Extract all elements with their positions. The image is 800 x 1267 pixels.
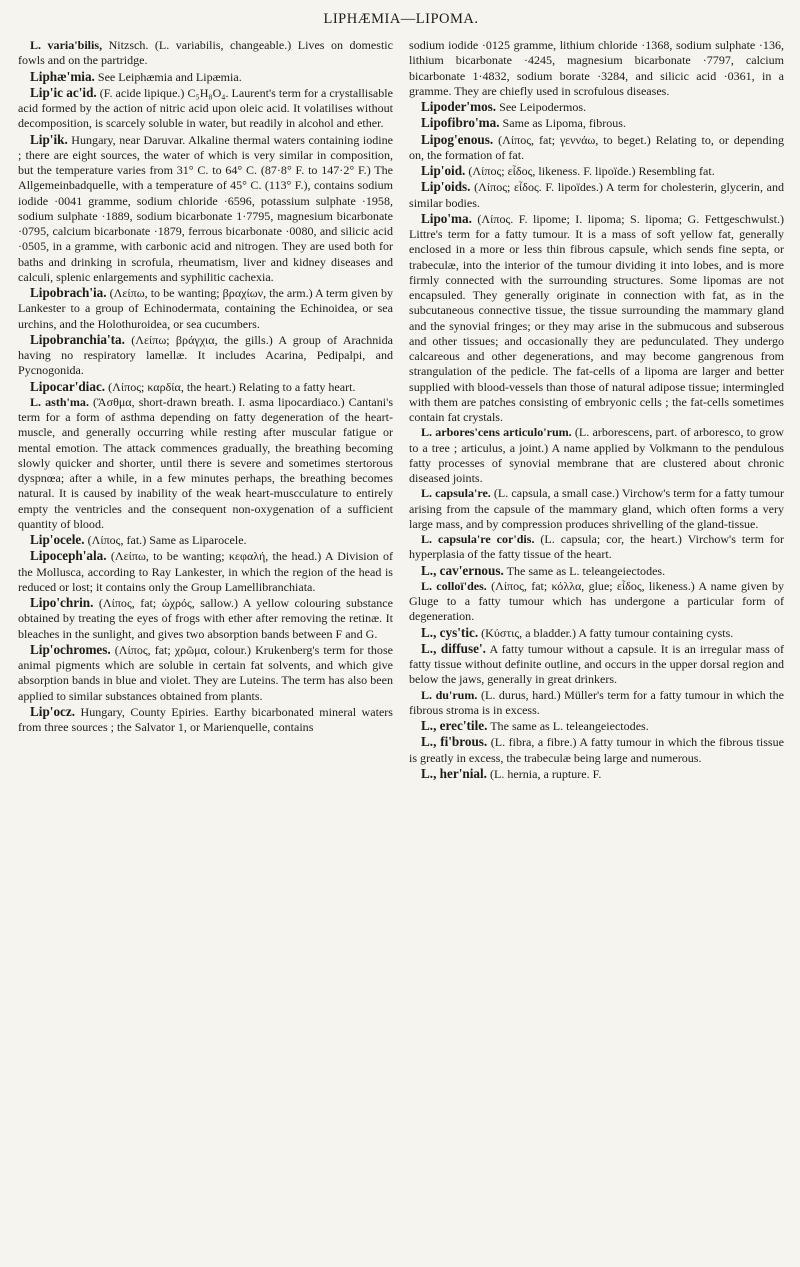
- entry-headword: L. asth'ma.: [30, 394, 89, 409]
- entry-definition: (Λίπος, fat; γεννάω, to beget.) Relating to, or depending on, the formation of fat.: [409, 132, 784, 162]
- dictionary-entry: [18, 642, 393, 704]
- entry-headword: L., cav'ernous.: [421, 562, 504, 578]
- entry-headword: Lipo'ma.: [421, 210, 472, 226]
- entry-definition: (L. arborescens, part. of arboresco, to grow to a tree ; articulus, a joint.) A name applied by Volkmann to the pendulous fatty processes of synovial membrane that are clustered about chronic diseased joints.: [409, 425, 784, 485]
- entry-definition: The same as L. teleangeiectodes.: [487, 719, 649, 733]
- entry-definition: sodium iodide ·0125 gramme, lithium chloride ·1368, sodium sulphate ·136, lithium bicarbonate ·4245, magnesium bicarbonate ·7797, calcium bicarbonate 1·4832, sodium borate ·3284, and silicic acid ·0361, in a gramme. They are chiefly used in scrofulous diseases.: [409, 38, 784, 98]
- entry-definition: (L. durus, hard.) Müller's term for a fatty tumour in which the fibrous stroma is in excess.: [409, 687, 784, 717]
- running-head: LIPHÆMIA—LIPOMA.: [323, 11, 479, 27]
- dictionary-entry: [18, 595, 393, 642]
- dictionary-entry: [409, 563, 784, 579]
- entry-headword: L., her'nial.: [421, 765, 487, 781]
- entry-headword: Lip'ocele.: [30, 532, 85, 547]
- entry-definition: (Λείπω, to be wanting; κεφαλή, the head.) A Division of the Mollusca, according to Ray Lankester, in which the region of the head is reduced or lost; it contains only the Group Lamellibranchiata.: [18, 549, 393, 594]
- entry-headword: L. capsula're cor'dis.: [421, 532, 535, 546]
- entry-headword: Lip'ik.: [30, 131, 68, 147]
- entry-headword: Lipo'chrin.: [30, 595, 94, 610]
- dictionary-entry: [18, 132, 393, 286]
- dictionary-entry: [409, 766, 784, 782]
- entry-definition: (F. acide lipique.) C₅H₈O₄. Laurent's term for a crystallisable acid formed by the action of nitric acid upon oleic acid. It volatilises without decomposition, is scarcely soluble in water, but readily in alcohol and ether.: [18, 85, 393, 131]
- entry-headword: L. colloï'des.: [421, 578, 487, 593]
- dictionary-entry: [18, 532, 393, 548]
- entry-headword: L. varia'bilis,: [30, 38, 103, 52]
- entry-headword: Lipoder'mos.: [421, 99, 497, 114]
- right-column: [409, 38, 784, 782]
- dictionary-entry: [409, 99, 784, 115]
- entry-headword: L. arbores'cens articulo'rum.: [421, 425, 572, 440]
- left-column: [18, 38, 393, 782]
- dictionary-entry: [409, 211, 784, 426]
- entry-definition: (L. capsula; cor, the heart.) Virchow's term for hyperplasia of the fatty tissue of the heart.: [409, 532, 784, 562]
- entry-definition: (Λίπος, fat; κόλλα, glue; εἶδος, likeness.) A name given by Gluge to a fatty tumour which has undergone a particular form of degeneration.: [409, 578, 784, 624]
- columns: [18, 38, 784, 782]
- entry-headword: Lipocar'diac.: [30, 378, 106, 394]
- dictionary-entry: [18, 704, 393, 736]
- dictionary-entry: [18, 379, 393, 395]
- entry-definition: (Ἄσθμα, short-drawn breath. I. asma lipocardiaco.) Cantani's term for a form of asthma depending on fatty degeneration of the heart-muscle, and generally occurring while resting after muscular fatigue or mental emotion. The attack commences gradually, the breathing becoming slowly quicker and shorter, until there is severe and sometimes stertorous dyspnœa; after a while, in a few minutes perhaps, the breathing becomes natural. It is caused by inability of the weak heart-muscculature to entirely empty the ventricles and the consequent non-oxygenation of a sufficient quantity of blood.: [18, 394, 394, 531]
- dictionary-entry: [409, 579, 784, 625]
- entry-definition: The same as L. teleangeiectodes.: [503, 563, 666, 578]
- entry-headword: Lipofibro'ma.: [421, 115, 500, 131]
- entry-headword: Lipoceph'ala.: [30, 548, 107, 564]
- dictionary-entry: [409, 115, 784, 131]
- entry-headword: L., erec'tile.: [421, 718, 488, 733]
- entry-definition: (Λείπω; βράγχια, the gills.) A group of Arachnida having no respiratory lamellæ. It includes Acarina, Pedipalpi, and Pycnogonida.: [18, 332, 393, 378]
- entry-headword: Lipobranchia'ta.: [30, 331, 125, 347]
- dictionary-entry: [409, 38, 784, 99]
- entry-headword: Liphæ'mia.: [30, 68, 95, 84]
- entry-definition: Nitzsch. (L. variabilis, changeable.) Lives on domestic fowls and on the partridge.: [18, 38, 393, 68]
- entry-definition: See Leiphæmia and Lipæmia.: [94, 69, 242, 84]
- dictionary-entry: [18, 332, 393, 379]
- dictionary-entry: [409, 179, 784, 211]
- entry-headword: L. capsula're.: [421, 486, 491, 501]
- entry-definition: (Λίπος. F. lipome; I. lipoma; S. lipoma; G. Fettgeschwulst.) Littre's term for a fatty tumour. It is a mass of soft yellow fat, generally enclosed in a more or less thin fibrous capsule, which sends fine septa, or trabeculæ, into the interior of the tumour dividing it into lobes, and is more firmly connected with the surrounding structures. Some lipomas are not encapsuled. They generally originate in connection with fat, as in the subcutaneous connective tissue, the tissue surrounding the mammary gland and the synovial fringes; or they may arise in the submucous and subserous and other tissues; and occasionally they are pedunculated. They undergo calcareous and other degenerations, and may become gangrenous from strangulation of the pedicle. The fat-cells of a lipoma are larger and better supplied with blood-vessels than those of natural adipose tissue; intermingled with them are patches consisting of embryonic cells ; the fat-cells sometimes contain fat crystals.: [409, 211, 784, 424]
- entry-headword: Lip'ocz.: [30, 703, 76, 719]
- entry-definition: (Λίπος, fat; χρῶμα, colour.) Krukenberg's term for those animal pigments which are soluble in certain fat solvents, and which give absorption bands in blue and violet. They are Luteins. The term has also been applied to similar substances obtained from plants.: [18, 642, 393, 703]
- dictionary-entry: [18, 395, 393, 532]
- dictionary-entry: [409, 532, 784, 563]
- entry-headword: Lipobrach'ia.: [30, 285, 107, 300]
- entry-headword: Lip'oids.: [421, 179, 471, 195]
- dictionary-entry: [409, 486, 784, 532]
- entry-definition: Hungary, County Epiries. Earthy bicarbonated mineral waters from three sources ; the Salvator 1, or Marienquelle, contains: [18, 704, 393, 734]
- dictionary-entry: [18, 285, 393, 332]
- dictionary-entry: [18, 85, 393, 132]
- entry-headword: Lip'ic ac'id.: [30, 84, 97, 100]
- dictionary-entry: [409, 625, 784, 641]
- dictionary-entry: [409, 641, 784, 688]
- dictionary-entry: [409, 425, 784, 486]
- dictionary-entry: [409, 688, 784, 719]
- entry-headword: Lip'oid.: [421, 163, 466, 178]
- entry-definition: (Λίπος; καρδία, the heart.) Relating to a fatty heart.: [105, 379, 356, 394]
- dictionary-entry: [18, 548, 393, 595]
- dictionary-entry: [409, 718, 784, 734]
- entry-headword: L., fi'brous.: [421, 734, 488, 750]
- entry-definition: (L. hernia, a rupture. F.: [486, 766, 602, 781]
- entry-headword: L., cys'tic.: [421, 624, 479, 640]
- entry-definition: Same as Lipoma, fibrous.: [499, 116, 626, 131]
- entry-headword: Lipog'enous.: [421, 131, 494, 147]
- entry-headword: L. du'rum.: [421, 687, 478, 702]
- entry-definition: Hungary, near Daruvar. Alkaline thermal waters containing iodine ; there are eight sources, the water of which is very similar in composition, but the temperature varies from 31° C. to 64° C. (87·8° F. to 147·2° F.) The Allgemeinbadquelle, with a temperature of 45° C. (113° F.), contains sodium iodide ·0041 gramme, sodium chloride ·6596, potassium sulphate ·1958, sodium sulphate ·1889, sodium bicarbonate 1·7795, magnesium bicarbonate ·0795, calcium bicarbonate ·1879, ferrous bicarbonate ·0080, and silicic acid ·0505, in a gramme, with carbonic acid and nitrogen. They are used both for baths and drinking in scrofula, rheumatism, liver and kidney diseases and calculi, splenic enlargements and syphilitic cachexia.: [18, 132, 393, 284]
- entry-definition: (Κύστις, a bladder.) A fatty tumour containing cysts.: [478, 625, 734, 640]
- entry-definition: (Λίπος; εἶδος. F. lipoïdes.) A term for cholesterin, glycerin, and similar bodies.: [409, 180, 784, 210]
- entry-definition: (Λίπος, fat.) Same as Liparocele.: [84, 533, 247, 547]
- entry-definition: See Leipodermos.: [496, 100, 587, 114]
- dictionary-entry: [18, 69, 393, 85]
- entry-definition: (Λίπος; εἶδος, likeness. F. lipoïde.) Resembling fat.: [465, 164, 715, 178]
- dictionary-entry: [409, 163, 784, 179]
- dictionary-entry: [409, 132, 784, 164]
- entry-headword: L., diffuse'.: [421, 640, 486, 656]
- entry-definition: (L. fibra, a fibre.) A fatty tumour in which the fibrous tissue is greatly in excess, the trabeculæ being large and numerous.: [409, 735, 784, 765]
- entry-definition: (Λείπω, to be wanting; βραχίων, the arm.) A term given by Lankester to a group of Echinodermata, containing the Echinoidea, or sea urchins, and the Holothuroidea, or sea cucumbers.: [18, 286, 393, 331]
- entry-definition: (L. capsula, a small case.) Virchow's term for a fatty tumour arising from the capsule of the mammary gland, which often forms a very large mass, and by compression produces shrivelling of the gland-tissue.: [409, 486, 784, 531]
- dictionary-entry: [18, 38, 393, 69]
- entry-headword: Lip'ochromes.: [30, 641, 111, 657]
- entry-definition: A fatty tumour without a capsule. It is an irregular mass of fatty tissue without definite outline, and occurs in the upper dorsal region and below the jaws, generally in great drinkers.: [409, 641, 784, 687]
- dictionary-entry: [409, 734, 784, 766]
- entry-definition: (Λίπος, fat; ὠχρός, sallow.) A yellow colouring substance obtained by treating the eyes of frogs with ether after removing the retinæ. It bleaches in the sunlight, and gives two absorption bands between F and G.: [18, 596, 393, 641]
